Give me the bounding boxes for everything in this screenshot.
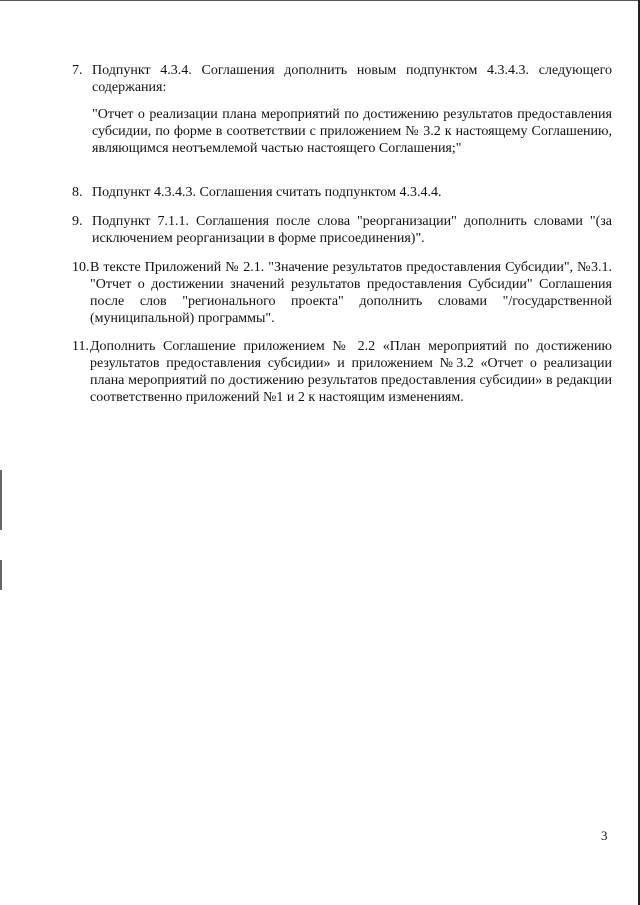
item-number: 10. [72, 260, 90, 275]
list-item-9 [72, 213, 612, 247]
item-text: Подпункт 4.3.4.3. Соглашения считать подпунктом 4.3.4.4. [92, 185, 442, 200]
item-text: Дополнить Соглашение приложением № 2.2 «План мероприятий по достижению результатов предоставления субсидии» и приложением №3.2 «Отчет о реализации плана мероприятий по достижению результатов предоставления субсидии» в редакции соответственно приложений №1 и 2 к настоящим изменениям. [90, 339, 612, 405]
page-top-edge [0, 0, 640, 1]
list-item-10 [72, 259, 612, 327]
list-item-11 [72, 338, 612, 406]
item-number: 8. [72, 185, 83, 200]
item-text: Подпункт 4.3.4. Соглашения дополнить новым подпунктом 4.3.4.3. следующего содержания: [92, 63, 612, 95]
item-quote: "Отчет о реализации плана мероприятий по достижению результатов предоставления субсидии, по форме в соответствии с приложением № 3.2 к настоящему Соглашению, являющимся неотъемлемой частью настоящего Соглашения;" [92, 107, 612, 156]
page-number: 3 [601, 828, 608, 843]
list-item-8 [72, 184, 612, 201]
item-number: 7. [72, 63, 83, 78]
scan-mark [0, 470, 2, 530]
list-item-7 [72, 62, 612, 157]
item-number: 9. [72, 214, 83, 229]
item-text: В тексте Приложений № 2.1. "Значение результатов предоставления Субсидии", №3.1. "Отчет о достижении значений результатов предоставления Субсидии" Соглашения после слов "регионального проекта" дополнить словами "/государственной (муниципальной) программы". [90, 260, 612, 326]
item-text: Подпункт 7.1.1. Соглашения после слова "реорганизации" дополнить словами "(за исключением реорганизации в форме присоединения)". [92, 214, 612, 246]
scan-mark [0, 560, 2, 590]
item-number: 11. [72, 339, 89, 354]
